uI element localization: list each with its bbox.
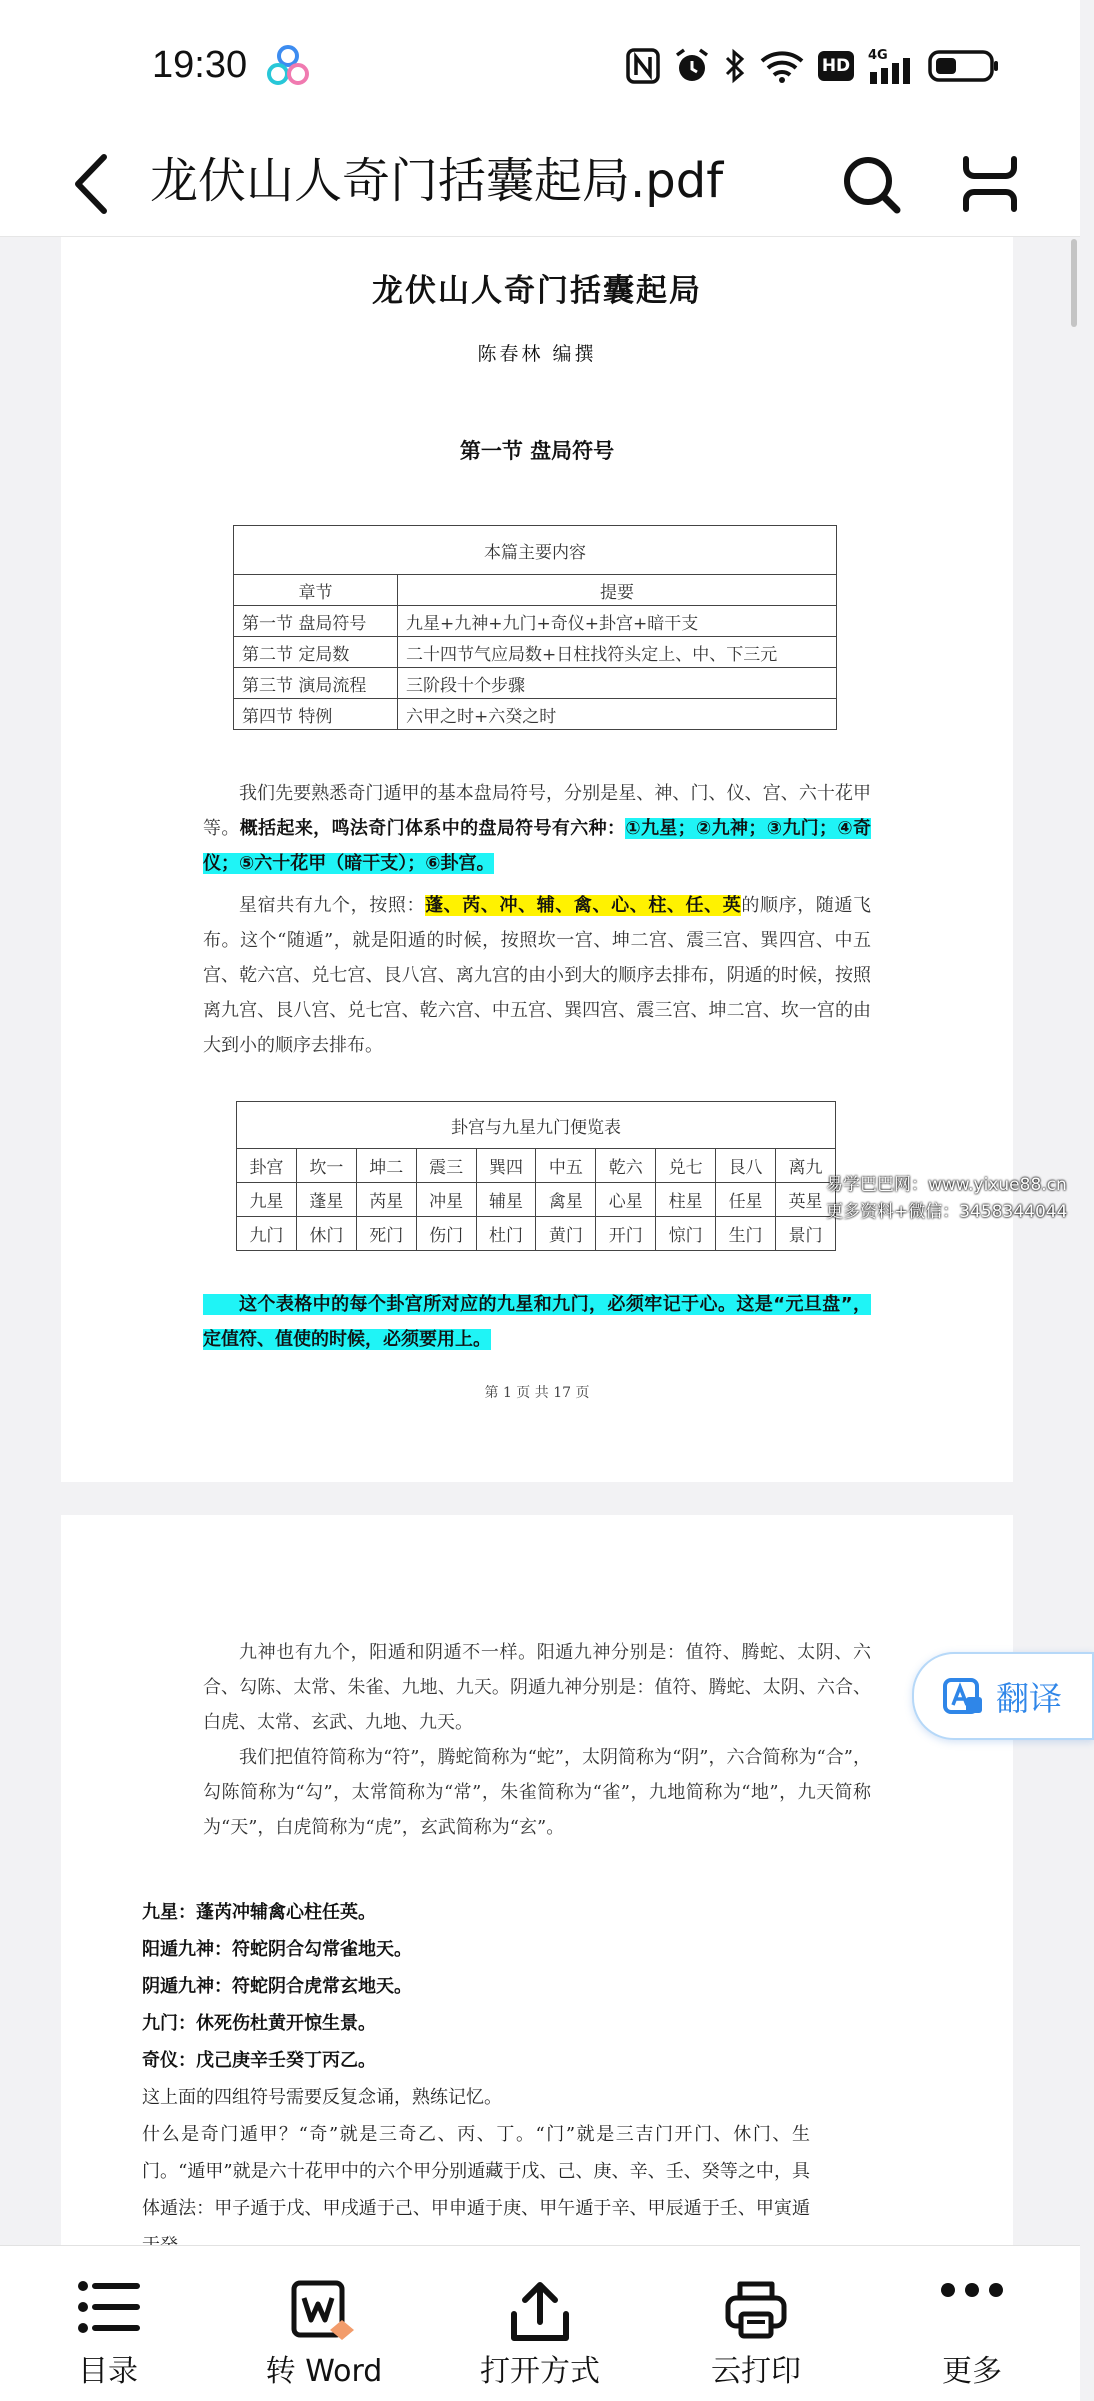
table-cell: 黄门 <box>536 1217 596 1251</box>
table-cell: 震三 <box>416 1149 476 1183</box>
pdf-page-1 <box>61 237 1013 1482</box>
page-number: 第 1 页 共 17 页 <box>484 1385 590 1401</box>
symbol-list <box>142 1894 810 2264</box>
table-caption-row <box>234 526 837 575</box>
more-icon <box>938 2280 1006 2300</box>
table-cell: 卦宫 <box>237 1149 297 1183</box>
table-header: 章节 <box>234 575 398 606</box>
exit-reader-button[interactable] <box>955 144 1025 224</box>
pdf-viewer[interactable] <box>0 237 1080 2245</box>
table-cell: 离九 <box>776 1149 836 1183</box>
alarm-icon <box>674 47 710 85</box>
network-label: 4G <box>868 48 888 63</box>
hd-icon <box>818 51 854 81</box>
paragraph-memorize <box>203 1287 871 1357</box>
table-cell: 任星 <box>716 1183 776 1217</box>
wifi-icon <box>760 49 804 83</box>
highlighted-text: ①九星；②九神；③九门；④奇仪；⑤六十花甲（暗干支）；⑥卦宫。 <box>203 818 872 874</box>
table-row <box>237 1183 836 1217</box>
table-cell: 芮星 <box>356 1183 416 1217</box>
table-row <box>237 1149 836 1183</box>
table-cell: 休门 <box>296 1217 356 1251</box>
table-cell: 六甲之时+六癸之时 <box>398 699 837 730</box>
table-caption: 本篇主要内容 <box>234 526 837 575</box>
table-caption: 卦宫与九星九门便览表 <box>237 1102 836 1149</box>
search-icon <box>840 153 902 215</box>
table-cell: 英星 <box>776 1183 836 1217</box>
cloud-print-button[interactable] <box>666 2246 846 2401</box>
translate-icon <box>942 1675 984 1717</box>
open-with-button[interactable] <box>450 2246 630 2401</box>
table-cell: 禽星 <box>536 1183 596 1217</box>
back-button[interactable] <box>60 144 120 224</box>
paragraph-stars <box>203 888 871 1063</box>
toolbar-label: 打开方式 <box>480 2354 600 2389</box>
table-cell: 辅星 <box>476 1183 536 1217</box>
status-time: 19:30 <box>152 44 248 86</box>
table-cell: 心星 <box>596 1183 656 1217</box>
table-cell: 九星+九神+九门+奇仪+卦宫+暗干支 <box>398 606 837 637</box>
watermark <box>826 1172 1067 1226</box>
table-row <box>234 606 837 637</box>
translate-label: 翻译 <box>996 1678 1062 1718</box>
paragraph-nine-gods <box>203 1635 871 1845</box>
table-cell: 三阶段十个步骤 <box>398 668 837 699</box>
list-item: 阳遁九神：符蛇阴合勾常雀地天。 <box>142 1939 412 1960</box>
app-bar <box>0 130 1080 237</box>
table-cell: 第二节 定局数 <box>234 637 398 668</box>
table-header-row <box>234 575 837 606</box>
table-cell: 杜门 <box>476 1217 536 1251</box>
pdf-author: 陈春林 编撰 <box>477 343 597 365</box>
paragraph-symbols <box>203 776 871 881</box>
convert-word-button[interactable] <box>234 2246 414 2401</box>
table-cell: 第四节 特例 <box>234 699 398 730</box>
table-cell: 坎一 <box>296 1149 356 1183</box>
highlighted-text <box>203 1294 871 1350</box>
highlighted-text: 蓬、芮、冲、辅、禽、心、柱、任、英 <box>425 895 742 916</box>
table-cell: 惊门 <box>656 1217 716 1251</box>
table-cell: 开门 <box>596 1217 656 1251</box>
paragraph-text: 九神也有九个，阳遁和阴遁不一样。阳遁九神分别是：值符、腾蛇、太阴、六合、勾陈、太常、朱雀、九地、九天。阴遁九神分别是：值符、腾蛇、太阴、六合、白虎、太常、玄武、九地、九天。 <box>203 1642 871 1733</box>
bluetooth-icon <box>724 48 746 84</box>
watermark-line: 更多资料+微信：3458344044 <box>826 1202 1068 1222</box>
pdf-title: 龙伏山人奇门括囊起局 <box>372 273 702 309</box>
convert-word-icon <box>290 2280 358 2346</box>
table-cell: 第三节 演局流程 <box>234 668 398 699</box>
battery-icon <box>928 50 1000 82</box>
toolbar-label: 更多 <box>942 2354 1002 2389</box>
table-caption-row <box>237 1102 836 1149</box>
search-button[interactable] <box>836 144 906 224</box>
list-item: 九门：休死伤杜黄开惊生景。 <box>142 2013 376 2034</box>
table-cell: 九星 <box>237 1183 297 1217</box>
table-cell: 伤门 <box>416 1217 476 1251</box>
table-cell: 巽四 <box>476 1149 536 1183</box>
watermark-line: 易学巴巴网：www.yixue88.cn <box>826 1175 1067 1195</box>
table-row <box>237 1217 836 1251</box>
table-cell: 艮八 <box>716 1149 776 1183</box>
collapse-icon <box>961 155 1019 213</box>
app-dots-icon <box>266 44 310 88</box>
table-cell: 第一节 盘局符号 <box>234 606 398 637</box>
paragraph-text: 星宿共有九个，按照： <box>239 895 426 916</box>
paragraph-text: 什么是奇门遁甲？“奇”就是三奇乙、丙、丁。“门”就是三吉门开门、休门、生门。“遁甲”就是六十花甲中的六个甲分别遁藏于戊、己、庚、辛、壬、癸等之中，具体遁法：甲子遁于戊、甲戌遁于己、甲申遁于庚、甲午遁于辛、甲辰遁于壬、甲寅遁 <box>142 2124 810 2219</box>
star-gate-table <box>236 1101 836 1251</box>
list-item: 奇仪：戊己庚辛壬癸丁丙乙。 <box>142 2050 376 2071</box>
table-cell: 柱星 <box>656 1183 716 1217</box>
table-cell: 生门 <box>716 1217 776 1251</box>
status-bar <box>0 0 1080 130</box>
table-cell: 死门 <box>356 1217 416 1251</box>
list-icon <box>77 2280 139 2334</box>
hd-label: HD <box>821 56 851 76</box>
toolbar-label: 云打印 <box>711 2354 801 2389</box>
printer-icon <box>725 2280 787 2340</box>
paragraph-text: 这个表格中的每个卦宫所对应的九星和九门，必须牢记于心。这是“元旦盘”，定值符、值使的时候，必须要用上。 <box>203 1294 871 1350</box>
scrollbar[interactable] <box>1071 239 1077 327</box>
list-item: 九星：蓬芮冲辅禽心柱任英。 <box>142 1902 376 1923</box>
table-header: 提要 <box>398 575 837 606</box>
bottom-toolbar <box>0 2245 1080 2401</box>
table-cell: 冲星 <box>416 1183 476 1217</box>
nfc-icon <box>626 48 660 84</box>
table-cell: 乾六 <box>596 1149 656 1183</box>
more-button[interactable] <box>882 2246 1062 2401</box>
bold-text: 概括起来，鸣法奇门体系中的盘局符号有六种： <box>239 818 626 839</box>
signal-4g-icon <box>868 48 914 84</box>
document-title: 龙伏山人奇门括囊起局.pdf <box>150 153 724 209</box>
toc-button[interactable] <box>18 2246 198 2401</box>
list-item: 阴遁九神：符蛇阴合虎常玄地天。 <box>142 1976 412 1997</box>
table-row <box>234 637 837 668</box>
table-cell: 九门 <box>237 1217 297 1251</box>
table-cell: 景门 <box>776 1217 836 1251</box>
back-arrow-icon <box>70 153 110 215</box>
table-cell: 中五 <box>536 1149 596 1183</box>
table-cell: 兑七 <box>656 1149 716 1183</box>
list-item <box>142 2116 810 2264</box>
paragraph-text: 的顺序，随遁飞布。这个“随遁”，就是阳遁的时候，按照坎一宫、坤二宫、震三宫、巽四宫、中五宫、乾六宫、兑七宫、艮八宫、离九宫的由小到大的顺序去排布，阴遁的时候，按照离九宫、艮八宫、兑七宫、乾六宫、中五宫、巽四宫、震三宫、坤二宫、坎一宫的由大到小的顺序去排布。 <box>203 895 872 1056</box>
list-item <box>142 2079 810 2116</box>
table-row <box>234 668 837 699</box>
toolbar-label: 转 Word <box>265 2354 383 2389</box>
share-icon <box>509 2280 571 2344</box>
paragraph-text: 我们把值符简称为“符”，腾蛇简称为“蛇”，太阴简称为“阴”，六合简称为“合”，勾陈简称为“勾”，太常简称为“常”，朱雀简称为“雀”，九地简称为“地”，九天简称为“天”，白虎简称为“虎”，玄武简称为“玄”。 <box>203 1747 871 1838</box>
table-row <box>234 699 837 730</box>
section-heading: 第一节 盘局符号 <box>459 439 615 463</box>
table-cell: 二十四节气应局数+日柱找符头定上、中、下三元 <box>398 637 837 668</box>
translate-button[interactable] <box>912 1652 1094 1740</box>
paragraph-text: 我们先要熟悉奇门遁甲的基本盘局符号，分别是星、神、门、仪、宫、六十花甲等。 <box>203 783 871 839</box>
status-icons <box>626 46 1000 86</box>
paragraph-text: 这上面的四组符号需要反复念诵，熟练记忆。 <box>142 2087 502 2108</box>
table-cell: 蓬星 <box>296 1183 356 1217</box>
summary-table <box>233 525 837 730</box>
table-cell: 坤二 <box>356 1149 416 1183</box>
toolbar-label: 目录 <box>78 2354 138 2389</box>
